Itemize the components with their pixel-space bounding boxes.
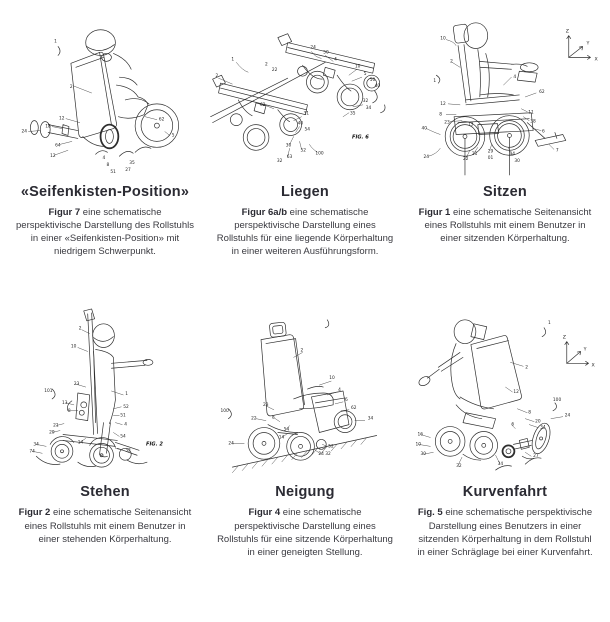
- figure-reference: Figur 7: [48, 207, 81, 218]
- reference-numeral: X: [591, 363, 595, 369]
- reference-numeral: 64: [55, 143, 61, 149]
- reference-numeral: 18: [45, 124, 51, 130]
- reference-numeral: 52: [300, 148, 307, 154]
- reference-numeral: 22: [462, 157, 469, 163]
- reference-numeral: 8: [528, 411, 531, 417]
- figure-reference: Figur 4: [248, 507, 281, 519]
- reference-numeral: 4: [513, 75, 517, 81]
- panel-description: [416, 506, 594, 558]
- reference-numeral: 10: [440, 36, 446, 42]
- panel-title: Neigung: [275, 484, 335, 501]
- figure-reference: Figur 6a/b: [241, 207, 288, 218]
- reference-numeral: 21: [471, 152, 478, 158]
- panel-description: [416, 206, 594, 245]
- reference-numeral: 32: [456, 464, 462, 470]
- reference-numeral: 14: [77, 440, 84, 446]
- reference-numeral: 51: [110, 170, 116, 176]
- reference-numeral: 24: [564, 414, 571, 420]
- figure-caption-text: eine schematische perspektivische Darstellung des Rollstuhls in einer «Seifenkisten-Position» mit niedrigem Schwerpunkt.: [16, 207, 194, 258]
- figure-liegen: [208, 6, 402, 176]
- reference-numeral: 40: [374, 84, 381, 90]
- reference-numeral: 10: [329, 376, 335, 382]
- reference-numeral: FIG. 2: [146, 441, 163, 448]
- figure-grid: [8, 6, 602, 559]
- figure-reference: Figur 2: [18, 507, 51, 519]
- panel-liegen: [208, 6, 402, 258]
- figure-caption-text: eine schematische perspektivische Darstellung eines Rollstuhls für eine sitzende Körperhaltung in einer geneigten Stellung.: [217, 507, 393, 558]
- reference-numeral: 10: [70, 344, 77, 350]
- reference-numeral: 34: [365, 105, 372, 111]
- reference-numeral: 51: [120, 414, 126, 420]
- reference-numeral: 1: [54, 39, 57, 45]
- reference-numeral: 24: [423, 155, 429, 161]
- reference-numeral: 24: [228, 441, 234, 447]
- reference-numeral: 54: [283, 427, 290, 433]
- panel-sitzen: [408, 6, 602, 258]
- panel-title: Stehen: [80, 484, 130, 501]
- reference-numeral: 50: [323, 50, 329, 56]
- reference-numeral: 1: [547, 321, 551, 327]
- reference-numeral: 2: [78, 327, 82, 333]
- reference-numeral: 30: [514, 159, 520, 165]
- panel-title: Sitzen: [483, 184, 527, 200]
- reference-numeral: 7: [555, 148, 559, 154]
- reference-numeral: 8: [271, 416, 275, 422]
- reference-numeral: 34: [540, 425, 546, 431]
- reference-numeral: 4: [338, 388, 341, 394]
- reference-numeral: 13: [62, 401, 68, 407]
- figure-neigung: [208, 306, 402, 476]
- reference-numeral: 6: [542, 129, 545, 135]
- reference-numeral: 2: [300, 348, 304, 354]
- reference-numeral: Y: [586, 41, 590, 47]
- figure-sitzen: [408, 6, 602, 176]
- wheelchair-sitting-drawing: [408, 6, 602, 176]
- reference-numeral: 23: [444, 120, 450, 126]
- reference-numeral: 8: [439, 112, 443, 118]
- figure-reference: Fig. 5: [417, 507, 443, 519]
- panel-description: [216, 206, 394, 258]
- reference-numeral: 62: [350, 406, 357, 412]
- reference-numeral: 2: [215, 74, 219, 80]
- reference-numeral: 100: [315, 151, 324, 157]
- reference-numeral: 11: [528, 110, 534, 116]
- panel-description: [16, 506, 194, 545]
- reference-numeral: 74: [29, 449, 35, 455]
- reference-numeral: 32: [276, 159, 283, 165]
- panel-seifenkisten-position: [8, 6, 202, 258]
- reference-numeral: 23: [262, 403, 269, 409]
- reference-numeral: 1: [125, 392, 129, 398]
- reference-numeral: 12: [513, 390, 519, 396]
- reference-numeral: 2: [450, 59, 453, 65]
- reference-numeral: 12: [59, 116, 65, 122]
- reference-numeral: 13: [467, 122, 474, 128]
- reference-numeral: 8: [67, 409, 71, 415]
- reference-numeral: 24 32: [318, 452, 331, 458]
- reference-numeral: 12: [440, 101, 446, 107]
- reference-numeral: 20: [535, 420, 541, 426]
- reference-numeral: 34: [367, 417, 374, 423]
- reference-numeral: 4: [124, 423, 128, 429]
- reference-numeral: 62: [539, 89, 545, 95]
- reference-numeral: Z: [565, 29, 570, 35]
- figure-caption-text: eine schematische Seitenansicht eines Rollstuhls mit einem Benutzer in einer stehenden Körperhaltung.: [24, 507, 192, 545]
- panel-title: Kurvenfahrt: [462, 484, 548, 501]
- reference-numeral: 40: [297, 121, 304, 127]
- reference-numeral: Y: [583, 347, 587, 353]
- reference-numeral: 01: [487, 156, 494, 162]
- reference-numeral: 2: [264, 62, 268, 68]
- reference-numeral: 22: [271, 68, 278, 74]
- reference-numeral: 24: [310, 45, 316, 51]
- reference-numeral: 54: [304, 127, 311, 133]
- panel-stehen: [8, 306, 202, 558]
- reference-numeral: 101: [44, 389, 53, 395]
- wheelchair-lying-drawing: [208, 6, 402, 176]
- panel-title: «Seifenkisten-Position»: [20, 184, 190, 200]
- reference-numeral: 34: [509, 152, 515, 158]
- reference-numeral: 52: [328, 444, 334, 450]
- reference-numeral: 5: [171, 133, 175, 139]
- reference-numeral: 22: [251, 417, 257, 423]
- reference-numeral: 27: [125, 168, 131, 174]
- reference-numeral: 8: [106, 163, 110, 169]
- reference-numeral: 2: [525, 365, 529, 371]
- reference-numeral: 54: [120, 434, 126, 440]
- reference-numeral: 35: [349, 111, 356, 117]
- wheelchair-tilted-drawing: [208, 306, 402, 476]
- reference-numeral: 30: [285, 143, 292, 149]
- reference-numeral: 29: [487, 149, 494, 155]
- wheelchair-cornering-drawing: [408, 306, 602, 476]
- reference-numeral: 34: [497, 462, 504, 468]
- reference-numeral: 10: [415, 442, 422, 448]
- wheelchair-soapbox-drawing: [8, 6, 202, 176]
- reference-numeral: 38: [530, 119, 536, 125]
- figure-caption-text: eine schematische perspektivische Darstellung eines Rollstuhls für eine liegende Körperhaltung in einer weiteren Ausführungsform.: [216, 207, 394, 258]
- reference-numeral: 32: [125, 448, 131, 454]
- reference-numeral: 16: [417, 432, 424, 438]
- reference-numeral: 30: [420, 452, 427, 458]
- reference-numeral: 10: [354, 64, 361, 70]
- panel-title: Liegen: [281, 184, 329, 200]
- reference-numeral: 14: [278, 435, 285, 441]
- reference-numeral: 40: [421, 126, 427, 132]
- figure-caption-text: eine schematische Seitenansicht eines Rollstuhls mit einem Benutzer in einer sitzenden Körperhaltung.: [424, 207, 592, 245]
- reference-numeral: 27: [533, 454, 539, 460]
- reference-numeral: 50: [369, 78, 376, 84]
- figure-stehen: [8, 306, 202, 476]
- reference-numeral: 34: [33, 442, 39, 448]
- reference-numeral: 62: [158, 117, 165, 123]
- reference-numeral: 23: [73, 382, 80, 388]
- reference-numeral: 1: [433, 79, 437, 85]
- reference-numeral: 1: [231, 57, 235, 63]
- wheelchair-standing-drawing: [8, 306, 202, 476]
- figure-seifenkisten-position: [8, 6, 202, 176]
- reference-numeral: 6: [345, 398, 348, 404]
- panel-description: [16, 206, 194, 258]
- reference-numeral: 4: [334, 57, 337, 63]
- reference-numeral: 29: [49, 430, 55, 436]
- panel-neigung: [208, 306, 402, 558]
- reference-numeral: 31: [303, 111, 310, 117]
- reference-numeral: X: [594, 57, 598, 63]
- reference-numeral: 4: [102, 156, 106, 162]
- reference-numeral: 100: [220, 409, 229, 415]
- reference-numeral: 100: [552, 398, 562, 404]
- figure-kurvenfahrt: [408, 306, 602, 476]
- reference-numeral: 35: [129, 161, 135, 167]
- figure-caption-text: eine schematische perspektivische Darstellung eines Benutzers in einer sitzenden Körperhaltung in dem Rollstuhl in einer Schräglage bei einer Kurvenfahrt.: [417, 507, 593, 558]
- reference-numeral: 32: [362, 98, 369, 104]
- reference-numeral: 12: [50, 154, 56, 160]
- reference-numeral: 21: [53, 424, 59, 430]
- reference-numeral: 63: [286, 155, 293, 161]
- panel-kurvenfahrt: [408, 306, 602, 558]
- reference-numeral: 52: [123, 405, 129, 411]
- reference-numeral: 6: [511, 423, 515, 429]
- reference-numeral: FIG. 6: [351, 134, 369, 141]
- reference-numeral: 5: [363, 72, 367, 78]
- panel-description: [216, 506, 394, 558]
- reference-numeral: 24: [21, 129, 27, 135]
- reference-numeral: Z: [562, 336, 567, 342]
- reference-numeral: 2: [69, 85, 73, 91]
- reference-numeral: 62: [260, 102, 266, 108]
- figure-reference: Figur 1: [418, 207, 451, 218]
